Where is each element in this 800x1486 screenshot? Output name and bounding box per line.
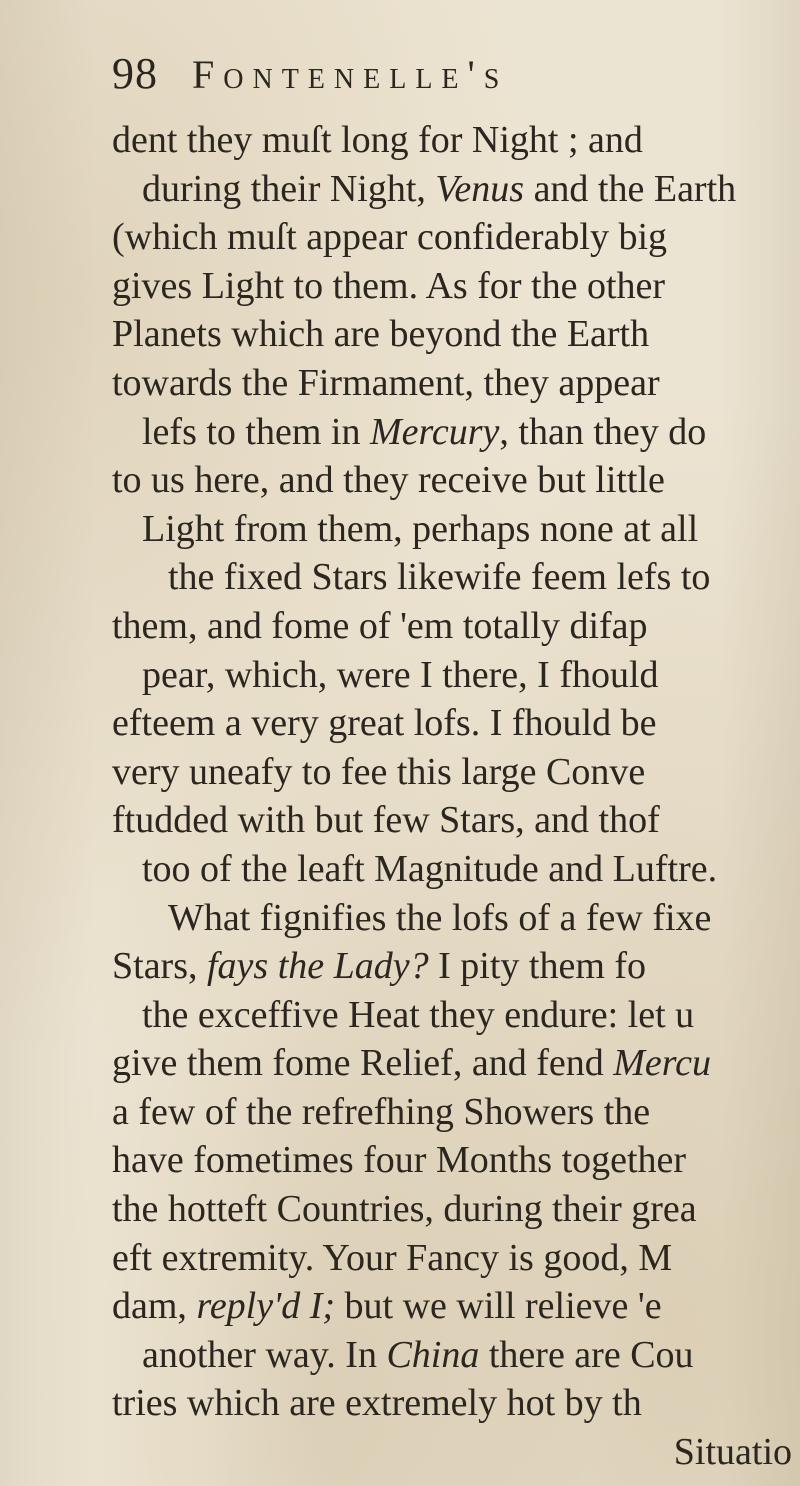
text-line: dam, reply'd I; but we will relieve 'e <box>112 1285 662 1328</box>
text-line: ftudded with but few Stars, and thof <box>112 799 660 842</box>
page-number: 98 <box>112 49 158 98</box>
text-line: gives Light to them. As for the other <box>112 264 666 307</box>
text-line: pear, which, were I there, I fhould <box>142 653 659 696</box>
text-line: the hotteft Countries, during their grea <box>112 1188 697 1231</box>
text-line: efteem a very great lofs. I fhould be <box>112 702 657 745</box>
text-line: a few of the refrefhing Showers the <box>112 1090 651 1133</box>
running-head: Fontenelle's <box>192 52 509 97</box>
text-line: too of the leaft Magnitude and Luftre. <box>142 847 718 890</box>
text-line: have fometimes four Months together <box>112 1139 687 1182</box>
text-line: dent they muſt long for Night ; and <box>112 119 643 161</box>
text-line: What fignifies the lofs of a few fixe <box>168 896 712 939</box>
text-line: tries which are extremely hot by th <box>112 1382 642 1425</box>
text-line: the exceffive Heat they endure: let u <box>142 993 695 1036</box>
text-line: eft extremity. Your Fancy is good, M <box>112 1236 673 1279</box>
text-line: (which muſt appear confiderably big <box>112 216 668 259</box>
text-line: Situatio <box>673 1431 792 1474</box>
text-line: towards the Firmament, they appear <box>112 361 660 404</box>
text-line: to us here, and they receive but little <box>112 459 665 502</box>
text-line: another way. In China there are Cou <box>142 1333 694 1376</box>
text-line: the fixed Stars likewife feem lefs to <box>168 556 711 599</box>
text-line: them, and fome of 'em totally difap <box>112 604 648 647</box>
body-text <box>112 116 800 1477</box>
text-line: Light from them, perhaps none at all <box>142 507 699 550</box>
text-line: during their Night, Venus and the Earth <box>142 167 737 210</box>
text-line: give them fome Relief, and fend Mercu <box>112 1042 711 1085</box>
text-line: very uneafy to fee this large Conve <box>112 750 646 793</box>
text-line: Stars, fays the Lady? I pity them fo <box>112 945 647 988</box>
text-line: Planets which are beyond the Earth <box>112 313 650 356</box>
text-line: lefs to them in Mercury, than they do <box>142 410 707 453</box>
page-header <box>112 48 752 108</box>
